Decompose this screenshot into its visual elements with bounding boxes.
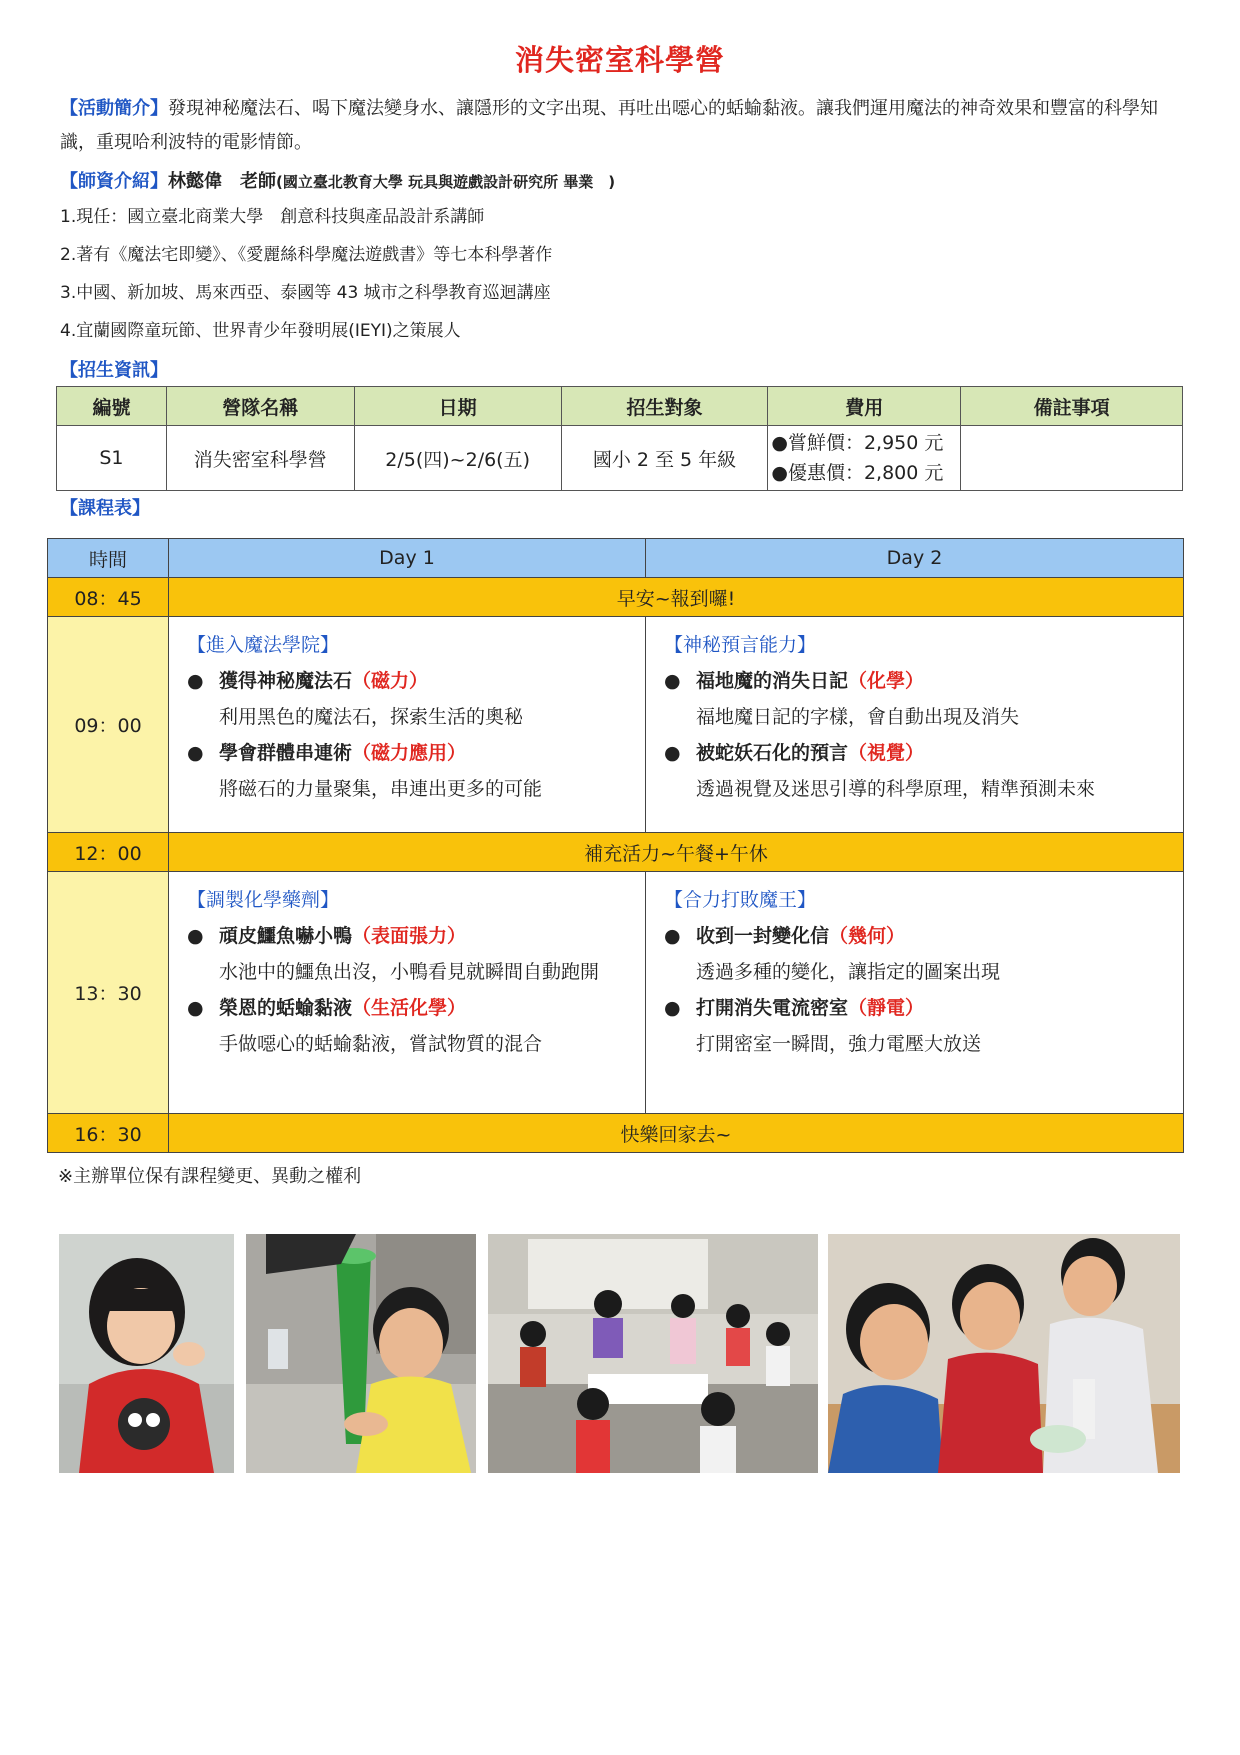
schedule-table xyxy=(47,538,1184,1153)
bullet-icon: ● xyxy=(664,925,681,947)
activity-desc: 打開密室一瞬間，強力電壓大放送 xyxy=(696,1033,982,1055)
afternoon-day2-cell xyxy=(646,872,1184,1114)
morning-day1-cell xyxy=(169,617,646,833)
credential-item: 1.現任：國立臺北商業大學 創意科技與產品設計系講師 xyxy=(60,207,485,227)
time-cell: 13：30 xyxy=(48,872,169,1114)
morning-day2-cell xyxy=(646,617,1184,833)
bullet-icon: ● xyxy=(664,997,681,1019)
fee-discount: ●優惠價：2,800 元 xyxy=(771,462,944,484)
disclaimer-note: ※主辦單位保有課程變更、異動之權利 xyxy=(58,1166,362,1187)
header-cell: 時間 xyxy=(48,539,169,578)
header-cell: Day 2 xyxy=(646,539,1184,578)
credential-item: 4.宜蘭國際童玩節、世界青少年發明展(IEYI)之策展人 xyxy=(60,321,461,341)
enrollment-table xyxy=(56,386,1183,491)
activity-item: ● 頑皮鱷魚嚇小鴨（表面張力） xyxy=(187,918,645,954)
activity-desc: 利用黑色的魔法石，探索生活的奧秘 xyxy=(219,706,524,728)
time-cell: 16：30 xyxy=(48,1114,169,1153)
bar-text: 快樂回家去~ xyxy=(169,1114,1184,1153)
bullet-icon: ● xyxy=(664,742,681,764)
teacher-school: (國立臺北教育大學 玩具與遊戲設計研究所 畢業 ) xyxy=(276,173,616,191)
intro-label: 【活動簡介】 xyxy=(60,98,168,119)
morning-row xyxy=(48,617,1184,833)
page-title: 消失密室科學營 xyxy=(514,43,725,77)
activity-item: ● 獲得神秘魔法石（磁力） xyxy=(187,663,645,699)
camp-id: S1 xyxy=(57,426,167,491)
bar-text: 補充活力~午餐+午休 xyxy=(169,833,1184,872)
enrollment-row xyxy=(57,426,1183,491)
activity-item: ● 被蛇妖石化的預言（視覺） xyxy=(664,735,1183,771)
enrollment-header-row xyxy=(57,387,1183,426)
activity-desc: 透過多種的變化，讓指定的圖案出現 xyxy=(696,961,1001,983)
activity-item: ● 榮恩的蛞蝓黏液（生活化學） xyxy=(187,990,645,1026)
header-cell: Day 1 xyxy=(169,539,646,578)
camp-name: 消失密室科學營 xyxy=(166,426,354,491)
camp-remark xyxy=(961,426,1183,491)
afternoon-day1-cell xyxy=(169,872,646,1114)
teacher-label: 【師資介紹】 xyxy=(60,171,168,192)
session-title: 【進入魔法學院】 xyxy=(187,634,340,656)
recruit-label: 【招生資訊】 xyxy=(60,360,168,381)
bullet-icon: ● xyxy=(187,925,204,947)
bullet-icon: ● xyxy=(664,670,681,692)
header-cell: 招生對象 xyxy=(561,387,768,426)
activity-desc: 將磁石的力量聚集，串連出更多的可能 xyxy=(219,778,543,800)
camp-date: 2/5(四)~2/6(五) xyxy=(354,426,561,491)
time-cell: 09：00 xyxy=(48,617,169,833)
photo-classroom-circle xyxy=(488,1234,818,1473)
bullet-icon: ● xyxy=(187,670,204,692)
activity-intro xyxy=(60,92,1190,160)
activity-desc: 水池中的鱷魚出沒，小鴨看見就瞬間自動跑開 xyxy=(219,961,600,983)
dismissal-row xyxy=(48,1114,1184,1153)
time-cell: 12：00 xyxy=(48,833,169,872)
teacher-name: 林懿偉 老師 xyxy=(168,171,276,192)
teacher-intro xyxy=(60,168,1190,196)
header-cell: 費用 xyxy=(768,387,961,426)
credential-item: 3.中國、新加坡、馬來西亞、泰國等 43 城市之科學教育巡迴講座 xyxy=(60,283,551,303)
header-cell: 編號 xyxy=(57,387,167,426)
activity-item: ● 學會群體串連術（磁力應用） xyxy=(187,735,645,771)
credential-item: 2.著有《魔法宅即變》、《愛麗絲科學魔法遊戲書》等七本科學著作 xyxy=(60,245,553,265)
activity-item: ● 福地魔的消失日記（化學） xyxy=(664,663,1183,699)
checkin-row xyxy=(48,578,1184,617)
activity-desc: 透過視覺及迷思引導的科學原理，精準預測未來 xyxy=(696,778,1096,800)
header-cell: 營隊名稱 xyxy=(166,387,354,426)
lunch-row xyxy=(48,833,1184,872)
photo-boy-green-tube xyxy=(246,1234,476,1473)
activity-desc: 福地魔日記的字樣，會自動出現及消失 xyxy=(696,706,1020,728)
bullet-icon: ● xyxy=(187,742,204,764)
session-title: 【合力打敗魔王】 xyxy=(664,889,817,911)
activity-desc: 手做噁心的蛞蝓黏液，嘗試物質的混合 xyxy=(219,1033,543,1055)
schedule-label: 【課程表】 xyxy=(60,498,150,519)
header-cell: 日期 xyxy=(354,387,561,426)
schedule-header-row xyxy=(48,539,1184,578)
bar-text: 早安~報到囉! xyxy=(169,578,1184,617)
camp-fee xyxy=(768,426,961,491)
activity-item: ● 收到一封變化信（幾何） xyxy=(664,918,1183,954)
photo-boys-experiment xyxy=(828,1234,1180,1473)
session-title: 【調製化學藥劑】 xyxy=(187,889,340,911)
camp-target: 國小 2 至 5 年級 xyxy=(561,426,768,491)
photo-girl-magic xyxy=(59,1234,234,1473)
fee-early: ●嘗鮮價：2,950 元 xyxy=(771,432,944,454)
intro-text: 發現神秘魔法石、喝下魔法變身水、讓隱形的文字出現、再吐出噁心的蛞蝓黏液。讓我們運用魔法的神奇效果和豐富的科學知識，重現哈利波特的電影情節。 xyxy=(60,98,1158,153)
bullet-icon: ● xyxy=(187,997,204,1019)
header-cell: 備註事項 xyxy=(961,387,1183,426)
afternoon-row xyxy=(48,872,1184,1114)
teacher-credentials xyxy=(60,202,552,354)
activity-item: ● 打開消失電流密室（靜電） xyxy=(664,990,1183,1026)
session-title: 【神秘預言能力】 xyxy=(664,634,817,656)
time-cell: 08：45 xyxy=(48,578,169,617)
